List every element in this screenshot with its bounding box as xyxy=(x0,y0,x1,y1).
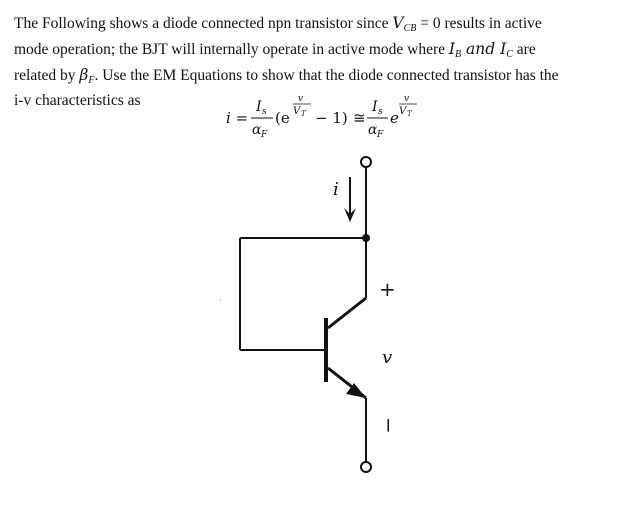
minus-label: − xyxy=(377,417,401,434)
voltage-label: v xyxy=(382,347,393,368)
vcb-symbol: V xyxy=(392,14,404,32)
fraction2-denominator-sub: F xyxy=(377,130,384,140)
problem-line-2 xyxy=(14,39,626,65)
exp1-denominator-sub: T xyxy=(301,110,306,118)
exp2-denominator: V xyxy=(399,106,407,117)
fraction1-numerator-sub: s xyxy=(262,107,267,117)
beta-subscript: F xyxy=(88,75,95,86)
problem-line-4: i-v characteristics as xyxy=(14,92,141,109)
ic-subscript: C xyxy=(506,49,513,60)
equation-graphic xyxy=(226,90,446,140)
top-terminal xyxy=(361,157,371,167)
problem-line-3-end: . Use the EM Equations to show that the diode connected transistor has the xyxy=(94,67,559,84)
problem-line-2-end: are xyxy=(512,41,536,58)
collector-lead xyxy=(328,298,366,328)
fraction1-denominator: α xyxy=(252,122,262,138)
scan-speck xyxy=(220,299,221,300)
fraction1-denominator-sub: F xyxy=(261,130,268,140)
fraction1-numerator: I xyxy=(256,99,262,115)
fraction2-numerator: I xyxy=(372,99,378,115)
exp2-denominator-sub: T xyxy=(407,110,412,118)
diode-connected-transistor-circuit xyxy=(230,150,415,480)
paren-close: − 1) xyxy=(315,109,348,127)
iv-equation xyxy=(226,90,446,140)
problem-line-2-text: mode operation; the BJT will internally operate in active mode where xyxy=(14,41,449,58)
problem-line-1 xyxy=(14,13,626,39)
problem-line-3 xyxy=(14,65,626,91)
problem-line-3-text: related by xyxy=(14,67,80,84)
exp1-denominator: V xyxy=(293,106,301,117)
exp2-base: e xyxy=(390,109,399,127)
ic-symbol: I xyxy=(500,40,507,58)
fraction2-numerator-sub: s xyxy=(378,107,383,117)
exp2-numerator: v xyxy=(404,94,410,104)
current-label: i xyxy=(333,179,339,200)
bottom-terminal xyxy=(361,462,371,472)
approx-symbol: ≅ xyxy=(353,109,366,127)
ib-symbol: I xyxy=(448,40,455,58)
exp1-numerator: v xyxy=(298,94,304,104)
paren-open-e: (e xyxy=(275,109,290,127)
vcb-subscript: CB xyxy=(403,23,417,34)
equation-lhs: i = xyxy=(226,109,249,127)
fraction2-denominator: α xyxy=(368,122,378,138)
problem-line-1-text: The Following shows a diode connected npn transistor since xyxy=(14,15,393,32)
and-word: and xyxy=(461,40,501,58)
problem-line-1-end: = 0 results in active xyxy=(416,15,542,32)
plus-label: + xyxy=(379,277,396,301)
ib-subscript: B xyxy=(455,49,462,60)
beta-symbol: β xyxy=(79,66,89,84)
circuit-schematic xyxy=(230,150,415,480)
